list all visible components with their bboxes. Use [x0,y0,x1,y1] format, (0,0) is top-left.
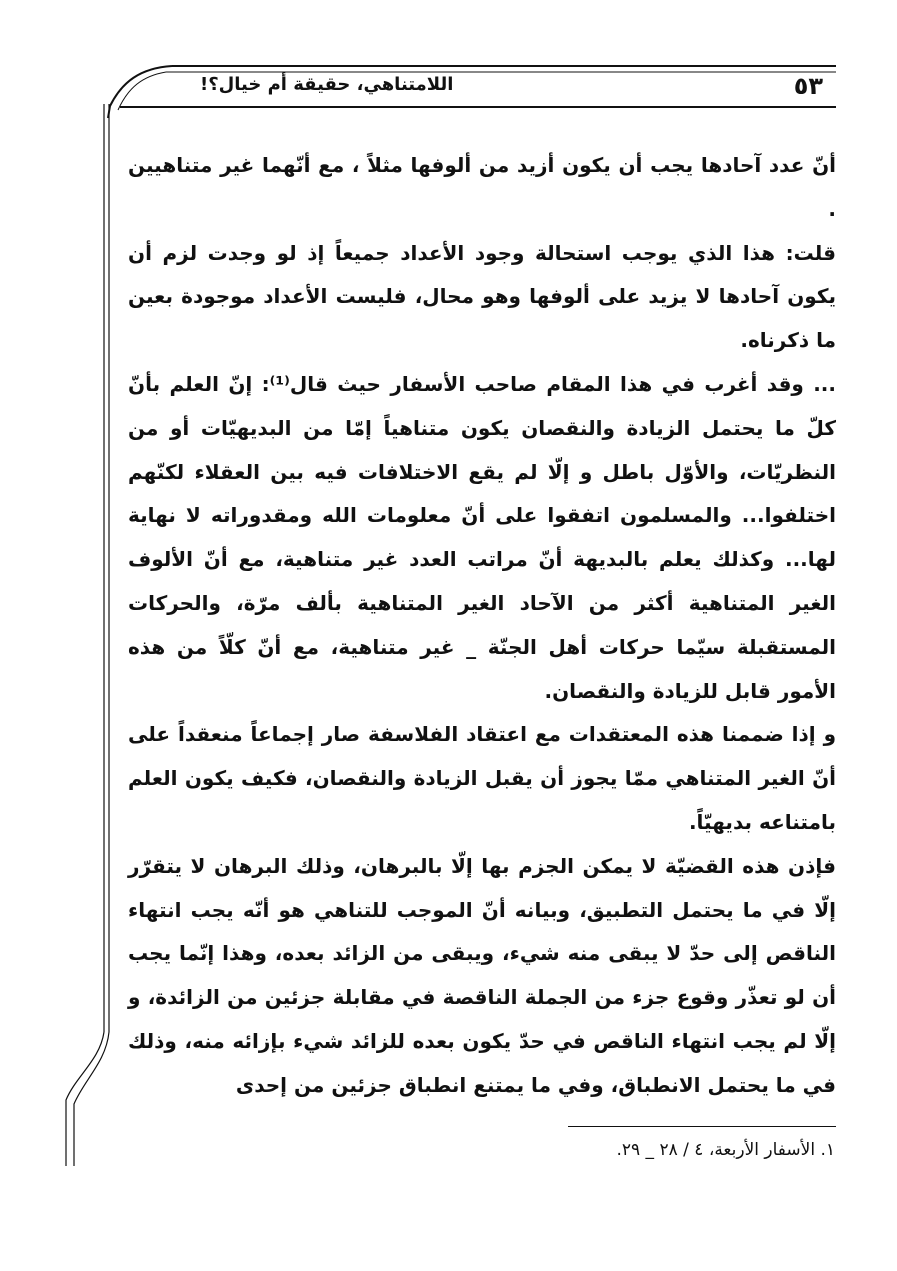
paragraph: أنّ عدد آحادها يجب أن يكون أزيد من ألوفها مثلاً ، مع أنّهما غير متناهيين . [128,153,836,221]
paragraph: و إذا ضممنا هذه المعتقدات مع اعتقاد الفلاسفة صار إجماعاً منعقداً على أنّ الغير المتناهي ممّا يجوز أن يقبل الزيادة والنقصان، فكيف يكون العلم بامتناعه بديهيّاً. [128,722,836,834]
footnote-divider [568,1126,836,1127]
running-title: اللامتناهي، حقيقة أم خيال؟! [200,74,454,95]
body-text [128,144,836,1108]
paragraph: قلت: هذا الذي يوجب استحالة وجود الأعداد جميعاً إذ لو وجدت لزم أن يكون آحادها لا يزيد على ألوفها وهو محال، فليست الأعداد موجودة بعين ما ذكرناه. [128,240,836,353]
footnote: ١. الأسفار الأربعة، ٤ / ٢٨ _ ٢٩. [616,1140,835,1160]
paragraph: فإذن هذه القضيّة لا يمكن الجزم بها إلّا بالبرهان، وذلك البرهان لا يتقرّر إلّا في ما يحتمل التطبيق، وبيانه أنّ الموجب للتناهي هو أنّه يجب انتهاء الناقص إلى حدّ لا يبقى منه شيء، ويبقى من الزائد بعده، وهذا إنّما يجب أن لو تعذّر وقوع جزء من الجملة الناقصة في مقابلة جزئين من الزائدة، و إلّا لم يجب انتهاء الناقص في حدّ يكون بعده للزائد شيء بإزائه منه، وذلك في ما يحتمل الانطباق، وفي ما يمتنع انطباق جزئين من إحدى [128,853,836,1097]
paragraph: ... وقد أغرب في هذا المقام صاحب الأسفار حيث قال⁽¹⁾: إنّ العلم بأنّ كلّ ما يحتمل الزيادة والنقصان يكون متناهياً إمّا من البديهيّات أو من النظريّات، والأوّل باطل و إلّا لم يقع الاختلافات فيه بين العقلاء لكنّهم اختلفوا... والمسلمون اتفقوا على أنّ معلومات الله ومقدوراته لا نهاية لها... وكذلك يعلم بالبديهة أنّ مراتب العدد غير متناهية، مع أنّ الألوف الغير المتناهية أكثر من الآحاد الغير المتناهية بألف مرّة، والحركات المستقبلة سيّما حركات أهل الجنّة _ غير متناهية، مع أنّ كلّاً من هذه الأمور قابل للزيادة والنقصان. [128,371,837,703]
page-number: ٥٣ [793,72,823,100]
